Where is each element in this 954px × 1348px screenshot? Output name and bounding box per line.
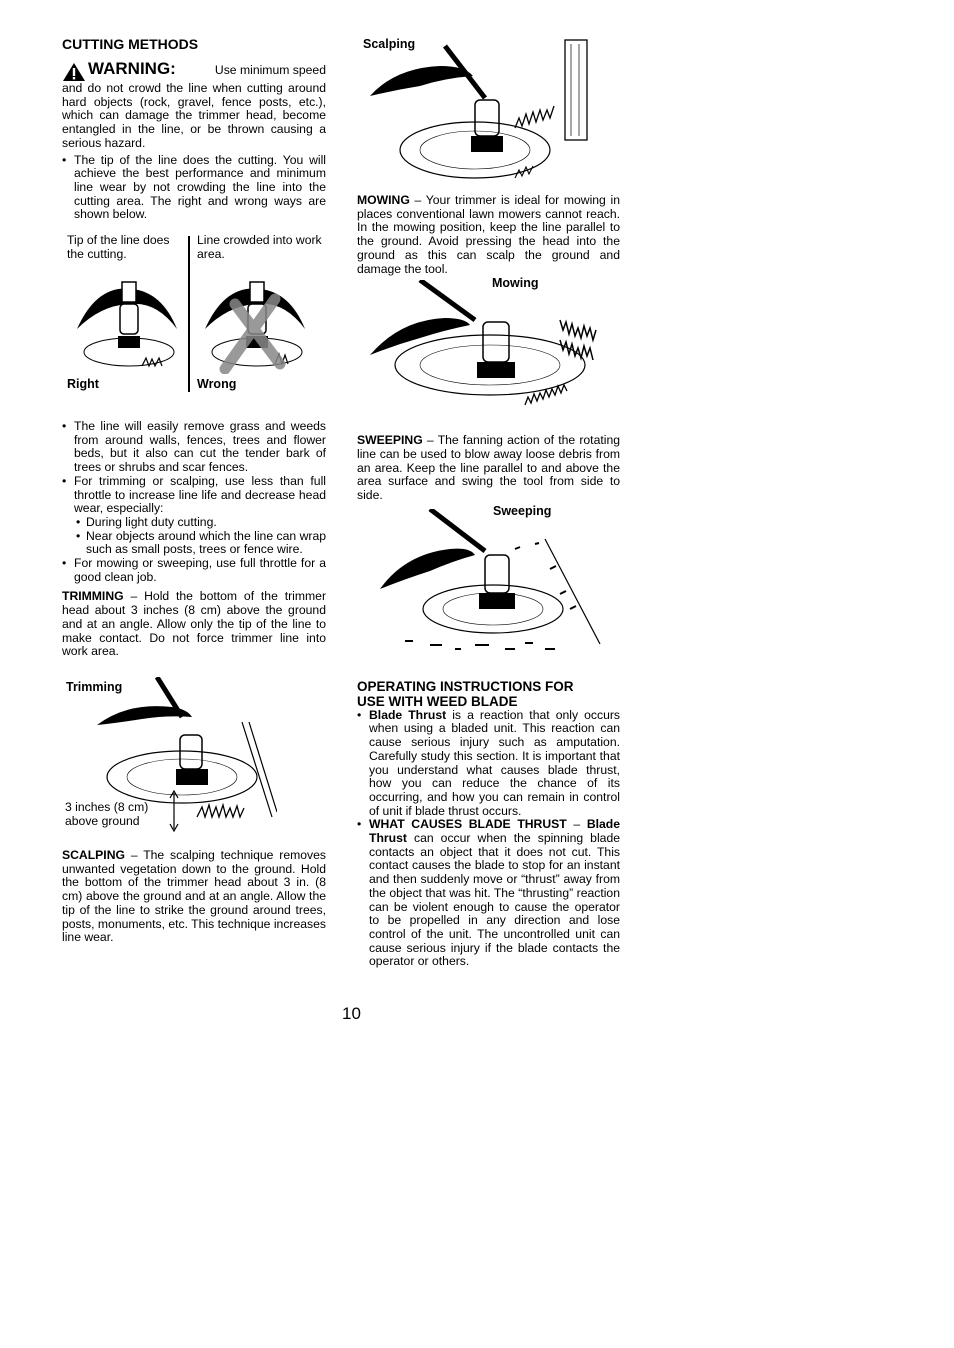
blade-thrust-term: Blade Thrust xyxy=(369,707,447,722)
mowing-text: Your trimmer is ideal for mowing in places conventional lawn mowers cannot reach. In the mowing position, keep the line parallel to the ground. Avoid pressing the head into the ground as this can scalp the ground and damage the tool. xyxy=(357,193,620,276)
fig-right-caption: Tip of the line does the cutting. xyxy=(67,233,170,261)
heading-line-2: USE WITH WEED BLADE xyxy=(357,693,518,709)
trimming-paragraph xyxy=(62,590,326,659)
warning-triangle-icon xyxy=(62,62,86,82)
trimming-fig-note: 3 inches (8 cm) above ground xyxy=(65,799,149,828)
bullet-list-tip xyxy=(62,154,326,223)
sweeping-term: SWEEPING xyxy=(357,433,423,448)
scalping-fig-label: Scalping xyxy=(363,37,416,51)
list-item xyxy=(357,818,620,969)
list-item-text: For trimming or scalping, use less than full throttle to increase line life and decrease head wear, especially: xyxy=(74,473,326,516)
figure-mowing xyxy=(357,276,620,424)
trimming-term: TRIMMING xyxy=(62,589,124,604)
dash: – xyxy=(426,433,434,448)
fig-wrong-label: Wrong xyxy=(197,377,237,392)
sub-list-item: • Near objects around which the line can wrap such as small posts, trees or fence wire. xyxy=(74,530,326,557)
fig-right-label: Right xyxy=(67,377,99,392)
scalping-term: SCALPING xyxy=(62,847,125,862)
scalping-illustration xyxy=(365,38,620,186)
left-column xyxy=(62,36,326,945)
warning-lead: Use minimum speed xyxy=(214,63,326,77)
list-item xyxy=(62,475,326,557)
heading-line-1: OPERATING INSTRUCTIONS FOR xyxy=(357,678,574,694)
figure-right-wrong xyxy=(62,234,326,414)
sweeping-fig-label: Sweeping xyxy=(493,503,552,518)
warning-line xyxy=(62,59,326,82)
dash: – xyxy=(414,193,422,207)
warning-label: WARNING: xyxy=(88,59,176,78)
right-column xyxy=(357,36,620,969)
trimmer-wrong-illustration xyxy=(200,274,310,374)
trimmer-right-illustration xyxy=(72,274,182,374)
figure-scalping xyxy=(357,36,620,186)
figure-sweeping xyxy=(357,503,620,663)
trimming-text: Hold the bottom of the trimmer head about 3 inches (8 cm) above the ground and at an angle. Allow only the tip of the line to make contact. Do not force trimmer line into work area. xyxy=(62,589,327,659)
list-item xyxy=(357,709,620,819)
scalping-text: The scalping technique removes unwanted vegetation down to the ground. Hold the bottom of the trimmer head about 3 in. (8 cm) above the ground and at an angle. Allow the tip of the line to strike the ground around trees, posts, monuments, etc. This technique increases line wear. xyxy=(62,847,326,945)
bullet-list-blade-thrust xyxy=(357,709,620,969)
dash: – xyxy=(130,589,138,604)
fig-wrong-caption: Line crowded into work area. xyxy=(197,233,322,261)
figure-trimming xyxy=(62,677,326,849)
dash: – xyxy=(573,817,581,832)
list-item: • The tip of the line does the cutting. You will achieve the best performance and minimum line wear by not crowding the line into the cutting area. The right and wrong ways are shown below. xyxy=(62,154,326,223)
scalping-paragraph xyxy=(62,849,326,945)
causes-term-2: Blade Thrust xyxy=(369,817,621,846)
section-heading-cutting-methods: CUTTING METHODS xyxy=(62,36,199,52)
sub-list-item: • During light duty cutting. xyxy=(74,516,326,530)
causes-text: can occur when the spinning blade contacts an object that it does not cut. This contact causes the blade to stop for an instant and then suddenly move or “thrust” away from the object that was hit. The “thrusting” reaction can be violent enough to cause the operator to be propelled in any direction and lose control of the unit. The uncontrolled unit can cause serious injury if the blade contacts the operator or others. xyxy=(369,831,620,969)
mowing-term: MOWING xyxy=(357,193,410,207)
bullet-list-usage xyxy=(62,420,326,584)
blade-thrust-text: is a reaction that only occurs when using a bladed unit. This reaction can cause serious injury such as amputation. Carefully study this section. It is important that you understand what causes blade thrust, how you can reduce the chance of its occurring, and how you can remain in control of unit if blade thrust occurs. xyxy=(369,707,620,818)
list-item: • For mowing or sweeping, use full throttle for a good clean job. xyxy=(62,557,326,584)
list-item: • The line will easily remove grass and weeds from around walls, fences, trees and flower beds, but it also can cut the tender bark of trees or shrubs and scar fences. xyxy=(62,420,326,475)
mowing-paragraph xyxy=(357,194,620,276)
page-number: 10 xyxy=(342,1004,361,1023)
causes-term: WHAT CAUSES BLADE THRUST xyxy=(369,817,567,832)
figure-divider xyxy=(188,236,190,392)
sweeping-text: The fanning action of the rotating line can be used to blow away loose debris from an area. Keep the line parallel to and above the area surface and swing the tool from side to side. xyxy=(357,433,621,503)
mowing-fig-label: Mowing xyxy=(492,276,539,291)
trimming-fig-label: Trimming xyxy=(66,679,123,694)
sweeping-paragraph xyxy=(357,434,620,503)
sweeping-illustration xyxy=(375,509,615,659)
section-heading-weed-blade xyxy=(357,679,620,709)
warning-body: and do not crowd the line when cutting around hard objects (rock, gravel, fence posts, etc.), which can damage the trimmer head, become entangled in the line, or be thrown causing a serious hazard. xyxy=(62,81,326,150)
dash: – xyxy=(130,847,138,862)
mowing-illustration xyxy=(365,280,615,420)
sub-bullet-list xyxy=(74,516,326,557)
